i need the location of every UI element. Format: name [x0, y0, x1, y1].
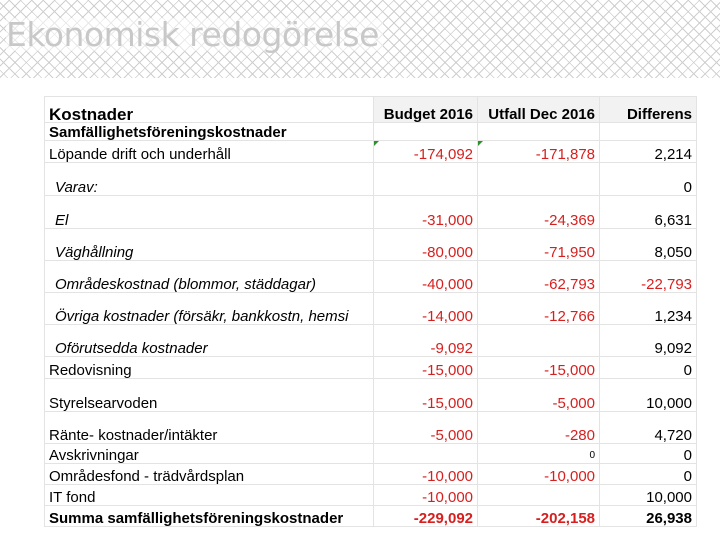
outcome-cell: -10,000 — [478, 464, 600, 485]
page-title: Ekonomisk redogörelse — [6, 18, 383, 51]
header-diff: Differens — [600, 97, 697, 123]
table-row — [45, 357, 697, 379]
outcome-cell: -24,369 — [478, 196, 600, 229]
row-label: El — [45, 196, 374, 229]
diff-cell: -22,793 — [600, 261, 697, 293]
budget-cell: -31,000 — [374, 196, 478, 229]
table-row — [45, 196, 697, 229]
header-outcome: Utfall Dec 2016 — [478, 97, 600, 123]
diff-cell: 10,000 — [600, 485, 697, 506]
table-row — [45, 325, 697, 357]
row-label: Summa samfällighetsföreningskostnader — [45, 506, 374, 527]
outcome-cell — [478, 325, 600, 357]
outcome-cell: -12,766 — [478, 293, 600, 325]
diff-cell: 0 — [600, 357, 697, 379]
budget-cell: -15,000 — [374, 379, 478, 412]
row-label: Samfällighetsföreningskostnader — [45, 123, 374, 141]
budget-cell — [374, 123, 478, 141]
diff-cell: 0 — [600, 163, 697, 196]
row-label: Löpande drift och underhåll — [45, 141, 374, 163]
row-label: Redovisning — [45, 357, 374, 379]
table-row — [45, 379, 697, 412]
row-label: Områdeskostnad (blommor, städdagar) — [45, 261, 374, 293]
outcome-cell: -280 — [478, 412, 600, 444]
outcome-cell — [478, 163, 600, 196]
header-budget: Budget 2016 — [374, 97, 478, 123]
total-row — [45, 506, 697, 527]
row-label: Oförutsedda kostnader — [45, 325, 374, 357]
row-label: Varav: — [45, 163, 374, 196]
header-kostnader: Kostnader — [45, 97, 374, 123]
budget-cell: -80,000 — [374, 229, 478, 261]
table-row — [45, 485, 697, 506]
diff-cell: 9,092 — [600, 325, 697, 357]
diff-cell: 6,631 — [600, 196, 697, 229]
table-row — [45, 141, 697, 163]
table-row — [45, 163, 697, 196]
table-row — [45, 444, 697, 464]
outcome-cell: -202,158 — [478, 506, 600, 527]
row-label: Områdesfond - trädvårdsplan — [45, 464, 374, 485]
budget-cell: -10,000 — [374, 485, 478, 506]
row-label: Väghållning — [45, 229, 374, 261]
table-row — [45, 261, 697, 293]
budget-cell: -229,092 — [374, 506, 478, 527]
table-row — [45, 123, 697, 141]
budget-cell: -174,092 — [374, 141, 478, 163]
diff-cell: 0 — [600, 464, 697, 485]
cost-table — [44, 96, 697, 527]
outcome-cell — [478, 485, 600, 506]
budget-cell: -40,000 — [374, 261, 478, 293]
budget-cell: -9,092 — [374, 325, 478, 357]
title-banner — [0, 0, 720, 78]
diff-cell: 10,000 — [600, 379, 697, 412]
diff-cell: 2,214 — [600, 141, 697, 163]
diff-cell: 4,720 — [600, 412, 697, 444]
diff-cell: 26,938 — [600, 506, 697, 527]
table-header-row — [45, 97, 697, 123]
row-label: Styrelsearvoden — [45, 379, 374, 412]
outcome-cell: -62,793 — [478, 261, 600, 293]
outcome-cell: -15,000 — [478, 357, 600, 379]
outcome-cell: -5,000 — [478, 379, 600, 412]
outcome-cell — [478, 123, 600, 141]
budget-cell: -10,000 — [374, 464, 478, 485]
diff-cell: 0 — [600, 444, 697, 464]
row-label: IT fond — [45, 485, 374, 506]
budget-cell: -5,000 — [374, 412, 478, 444]
outcome-cell: -71,950 — [478, 229, 600, 261]
table-row — [45, 293, 697, 325]
diff-cell: 8,050 — [600, 229, 697, 261]
budget-cell: -14,000 — [374, 293, 478, 325]
budget-cell: -15,000 — [374, 357, 478, 379]
table-row — [45, 464, 697, 485]
table-row — [45, 229, 697, 261]
row-label: Övriga kostnader (försäkr, bankkostn, hemsi — [45, 293, 374, 325]
outcome-cell: 0 — [478, 444, 600, 464]
diff-cell — [600, 123, 697, 141]
table-row — [45, 412, 697, 444]
diff-cell: 1,234 — [600, 293, 697, 325]
budget-cell — [374, 444, 478, 464]
row-label: Avskrivningar — [45, 444, 374, 464]
outcome-cell: -171,878 — [478, 141, 600, 163]
budget-cell — [374, 163, 478, 196]
row-label: Ränte- kostnader/intäkter — [45, 412, 374, 444]
